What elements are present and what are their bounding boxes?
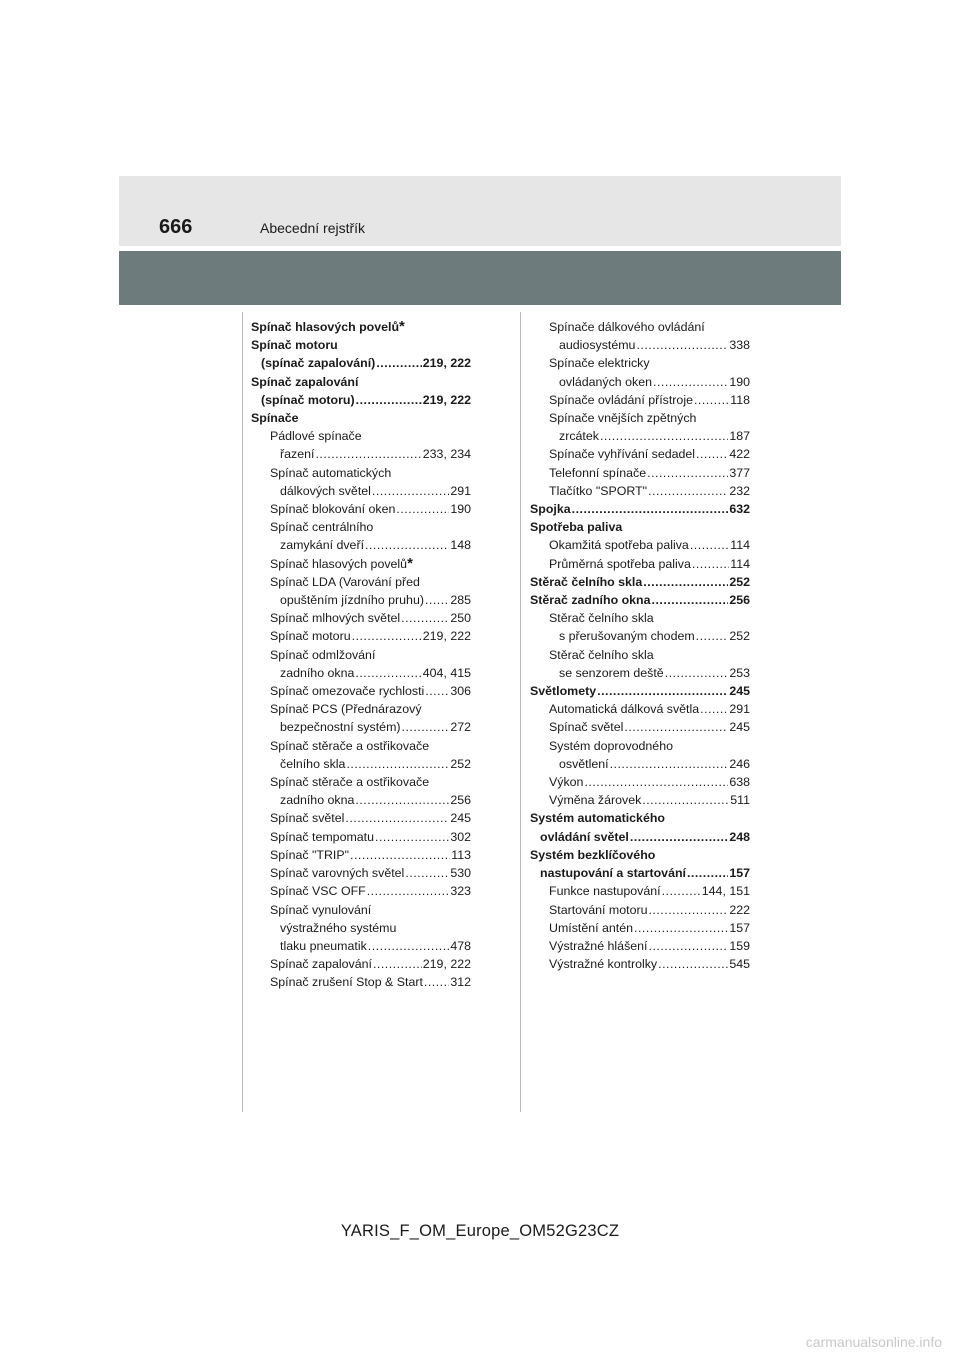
index-entry-text: Spínač motoru bbox=[270, 629, 351, 644]
index-entry bbox=[251, 391, 471, 409]
dot-leader bbox=[346, 755, 449, 773]
index-entry bbox=[530, 391, 750, 409]
index-entry: Spínač hlasových povelů * bbox=[270, 554, 413, 572]
index-entry bbox=[530, 336, 750, 354]
index-entry bbox=[251, 846, 471, 864]
index-entry-text: Okamžitá spotřeba paliva bbox=[549, 538, 689, 553]
index-entry-text: Spotřeba paliva bbox=[530, 520, 623, 535]
index-entry-text: zrcátek bbox=[559, 429, 599, 444]
index-entry bbox=[251, 536, 471, 554]
right-column-rule bbox=[520, 312, 521, 1112]
index-entry bbox=[530, 609, 750, 627]
index-entry-text: Spínač hlasových povelů bbox=[251, 320, 400, 334]
index-entry-text: Automatická dálková světla bbox=[549, 702, 700, 717]
index-entry-text: zadního okna bbox=[280, 793, 355, 808]
index-entry-text: osvětlení bbox=[559, 756, 609, 771]
index-entry-page: 632 bbox=[729, 502, 750, 517]
dot-leader bbox=[352, 627, 422, 645]
index-entry bbox=[530, 464, 750, 482]
index-entry-text: Spínač motoru bbox=[251, 338, 338, 353]
dot-leader bbox=[649, 937, 729, 955]
index-entry-text: Průměrná spotřeba paliva bbox=[549, 556, 691, 571]
index-entry-page: 252 bbox=[450, 756, 471, 771]
index-entry-text: audiosystému bbox=[559, 338, 636, 353]
index-entry-text: výstražného systému bbox=[280, 920, 397, 935]
dot-leader bbox=[694, 391, 729, 409]
index-entry-page: 248 bbox=[729, 829, 750, 844]
dot-leader bbox=[643, 573, 728, 591]
index-entry-text: Umístění antén bbox=[549, 920, 634, 935]
index-entry-page: 157 bbox=[729, 866, 750, 881]
index-entry-page: 159 bbox=[729, 938, 750, 953]
index-entry-text: Spínač PCS (Přednárazový bbox=[270, 702, 422, 717]
index-entry bbox=[530, 846, 750, 864]
index-entry bbox=[530, 791, 750, 809]
index-entry-text: Spínač omezovače rychlosti bbox=[270, 684, 425, 699]
index-entry-page: 157 bbox=[729, 920, 750, 935]
index-entry bbox=[530, 555, 750, 573]
index-entry-text: Spínač mlhových světel bbox=[270, 611, 401, 626]
index-entry-text: Spínače ovládání přístroje bbox=[549, 392, 693, 407]
dot-leader bbox=[647, 464, 728, 482]
index-entry-page: 256 bbox=[729, 593, 750, 608]
dot-leader bbox=[610, 755, 729, 773]
index-entry-page: 250 bbox=[450, 611, 471, 626]
dot-leader bbox=[642, 791, 729, 809]
index-entry-page: 187 bbox=[729, 429, 750, 444]
index-entry bbox=[251, 755, 471, 773]
index-entry-text: čelního skla bbox=[280, 756, 346, 771]
index-entry-page: 252 bbox=[729, 574, 750, 589]
index-entry bbox=[251, 773, 471, 791]
index-entry-page: 272 bbox=[450, 720, 471, 735]
index-entry-page: 291 bbox=[729, 702, 750, 717]
index-entry bbox=[251, 955, 471, 973]
index-entry bbox=[251, 627, 471, 645]
dot-leader bbox=[315, 445, 421, 463]
index-entry-page: 545 bbox=[729, 957, 750, 972]
index-entry-text: Spínač hlasových povelů bbox=[270, 556, 408, 571]
index-entry bbox=[251, 573, 471, 591]
index-entry bbox=[251, 664, 471, 682]
dot-leader bbox=[401, 609, 449, 627]
index-entry-text: Stěrač zadního okna bbox=[530, 593, 651, 608]
dot-leader bbox=[376, 354, 421, 372]
index-entry-text: tlaku pneumatik bbox=[280, 938, 367, 953]
dot-leader bbox=[345, 809, 449, 827]
document-code: YARIS_F_OM_Europe_OM52G23CZ bbox=[340, 1222, 620, 1240]
index-entry bbox=[530, 627, 750, 645]
dot-leader bbox=[572, 500, 729, 518]
index-entry-text: Stěrač čelního skla bbox=[549, 647, 654, 662]
index-entry-text: opuštěním jízdního pruhu) bbox=[280, 593, 424, 608]
index-entry-text: (spínač zapalování) bbox=[261, 356, 376, 371]
index-entry-page: 245 bbox=[729, 684, 750, 699]
index-entry-text: Systém doprovodného bbox=[549, 738, 673, 753]
index-entry-text: ovládaných oken bbox=[559, 374, 652, 389]
index-entry-page: 245 bbox=[729, 720, 750, 735]
index-entry-page: 233, 234 bbox=[422, 447, 471, 462]
index-entry-text: Spínač automatických bbox=[270, 465, 392, 480]
index-entry-page: 253 bbox=[729, 665, 750, 680]
index-entry bbox=[251, 864, 471, 882]
dot-leader bbox=[624, 718, 728, 736]
index-entry bbox=[251, 882, 471, 900]
index-entry bbox=[251, 445, 471, 463]
index-entry-text: Spínač stěrače a ostřikovače bbox=[270, 738, 430, 753]
dot-leader bbox=[648, 482, 728, 500]
header-bar bbox=[119, 251, 841, 305]
dot-leader bbox=[665, 664, 729, 682]
dot-leader bbox=[700, 700, 728, 718]
index-entry-text: Spínač odmlžování bbox=[270, 647, 376, 662]
index-entry-text: s přerušovaným chodem bbox=[559, 629, 695, 644]
index-entry-text: Spínač zapalování bbox=[251, 374, 359, 389]
index-entry bbox=[251, 336, 471, 354]
index-entry-text: dálkových světel bbox=[280, 483, 371, 498]
index-entry bbox=[251, 500, 471, 518]
index-entry bbox=[530, 919, 750, 937]
index-entry bbox=[530, 482, 750, 500]
index-entry-text: Spínač světel bbox=[549, 720, 624, 735]
index-entry-text: Výstražné kontrolky bbox=[549, 957, 658, 972]
index-entry-page: 219, 222 bbox=[422, 392, 471, 407]
index-entry-text: Světlomety bbox=[530, 684, 597, 699]
dot-leader bbox=[696, 445, 728, 463]
index-entry-text: Spínače dálkového ovládání bbox=[549, 320, 705, 334]
dot-leader bbox=[425, 591, 449, 609]
index-entry-page: 530 bbox=[450, 866, 471, 881]
index-entry bbox=[251, 700, 471, 718]
index-entry-page: 219, 222 bbox=[422, 957, 471, 972]
dot-leader bbox=[425, 682, 449, 700]
index-entry-page: 114 bbox=[730, 538, 750, 553]
dot-leader bbox=[355, 664, 421, 682]
index-entry bbox=[251, 791, 471, 809]
header-band bbox=[119, 176, 841, 246]
index-entry-text: Spojka bbox=[530, 502, 571, 517]
index-entry-page: 245 bbox=[450, 811, 471, 826]
index-entry-page: 232 bbox=[729, 483, 750, 498]
index-entry bbox=[530, 901, 750, 919]
index-entry bbox=[530, 354, 750, 372]
dot-leader bbox=[350, 846, 450, 864]
dot-leader bbox=[402, 718, 450, 736]
index-entry-text: Spínač "TRIP" bbox=[270, 847, 350, 862]
watermark: carmanualsonline.info bbox=[805, 1334, 942, 1350]
index-entry-page: 306 bbox=[450, 684, 471, 699]
index-entry bbox=[251, 373, 471, 391]
index-entry bbox=[251, 901, 471, 919]
index-entry-page: 323 bbox=[450, 884, 471, 899]
index-entry bbox=[251, 409, 471, 427]
index-entry bbox=[530, 373, 750, 391]
index-entry-text: Spínač vynulování bbox=[270, 902, 372, 917]
index-entry-page: 219, 222 bbox=[422, 629, 471, 644]
index-entry bbox=[530, 828, 750, 846]
index-entry-text: Spínač VSC OFF bbox=[270, 884, 366, 899]
index-entry-text: Spínač zapalování bbox=[270, 957, 372, 972]
index-entry-text: Spínač tempomatu bbox=[270, 829, 375, 844]
dot-leader bbox=[636, 336, 728, 354]
index-entry bbox=[530, 773, 750, 791]
index-entry-page: 118 bbox=[730, 392, 750, 407]
index-entry-text: Spínače vyhřívání sedadel bbox=[549, 447, 696, 462]
index-entry-text: Funkce nastupování bbox=[549, 884, 661, 899]
index-entry bbox=[530, 737, 750, 755]
index-column-left bbox=[251, 318, 471, 992]
dot-leader bbox=[355, 791, 449, 809]
index-entry-text: Spínač zrušení Stop & Start bbox=[270, 975, 423, 990]
index-entry-text: Spínač varovných světel bbox=[270, 866, 405, 881]
index-entry bbox=[530, 591, 750, 609]
index-entry-text: Stěrač čelního skla bbox=[549, 611, 654, 626]
index-entry-text: Spínač stěrače a ostřikovače bbox=[270, 775, 430, 790]
index-entry-page: 422 bbox=[729, 447, 750, 462]
index-entry bbox=[530, 445, 750, 463]
index-entry bbox=[251, 937, 471, 955]
dot-leader bbox=[373, 955, 422, 973]
index-entry-text: Pádlové spínače bbox=[270, 429, 362, 444]
index-entry bbox=[251, 718, 471, 736]
index-entry-text: Spínače vnějších zpětných bbox=[549, 411, 697, 426]
dot-leader bbox=[690, 536, 729, 554]
index-entry bbox=[251, 737, 471, 755]
index-entry-text: Startování motoru bbox=[549, 902, 648, 917]
index-entry bbox=[530, 809, 750, 827]
dot-leader bbox=[658, 955, 728, 973]
index-entry bbox=[251, 919, 471, 937]
dot-leader bbox=[365, 536, 449, 554]
index-entry bbox=[530, 500, 750, 518]
index-entry bbox=[530, 573, 750, 591]
index-entry-page: 144, 151 bbox=[701, 884, 750, 899]
index-entry-page: 302 bbox=[450, 829, 471, 844]
dot-leader bbox=[652, 591, 729, 609]
index-entry-page: 113 bbox=[451, 847, 471, 862]
index-entry-page: 148 bbox=[450, 538, 471, 553]
index-entry-text: Spínač LDA (Varování před bbox=[270, 574, 420, 589]
index-entry-text: se senzorem deště bbox=[559, 665, 664, 680]
index-entry bbox=[530, 718, 750, 736]
index-entry-text: Tlačítko "SPORT" bbox=[549, 483, 648, 498]
dot-leader bbox=[696, 627, 729, 645]
index-entry-page: 256 bbox=[450, 793, 471, 808]
dot-leader bbox=[648, 901, 728, 919]
index-entry bbox=[251, 828, 471, 846]
index-entry bbox=[530, 937, 750, 955]
index-entry bbox=[530, 955, 750, 973]
index-entry bbox=[251, 809, 471, 827]
index-entry-page: 190 bbox=[729, 374, 750, 389]
index-entry-page: 190 bbox=[450, 502, 471, 517]
index-entry bbox=[251, 973, 471, 991]
index-entry bbox=[251, 646, 471, 664]
index-entry bbox=[251, 482, 471, 500]
index-entry bbox=[530, 882, 750, 900]
index-entry-text: (spínač motoru) bbox=[261, 392, 355, 407]
dot-leader bbox=[692, 555, 729, 573]
index-entry-page: 478 bbox=[450, 938, 471, 953]
index-entry bbox=[530, 427, 750, 445]
index-entry-text: Spínače elektricky bbox=[549, 356, 650, 371]
index-entry-page: 285 bbox=[450, 593, 471, 608]
index-entry bbox=[251, 464, 471, 482]
index-entry-page: 638 bbox=[729, 775, 750, 790]
index-entry-page: 222 bbox=[729, 902, 750, 917]
dot-leader bbox=[356, 391, 422, 409]
index-entry bbox=[530, 518, 750, 536]
index-entry bbox=[530, 318, 750, 336]
index-entry-text: řazení bbox=[280, 447, 315, 462]
dot-leader bbox=[405, 864, 449, 882]
dot-leader bbox=[367, 882, 450, 900]
dot-leader bbox=[396, 500, 449, 518]
index-entry bbox=[251, 354, 471, 372]
dot-leader bbox=[634, 919, 728, 937]
index-entry: Spínač hlasových povelů * bbox=[251, 318, 405, 335]
index-entry-text: bezpečnostní systém) bbox=[280, 720, 401, 735]
index-entry-page: 219, 222 bbox=[422, 356, 471, 371]
index-entry bbox=[530, 755, 750, 773]
index-entry-text: Výstražné hlášení bbox=[549, 938, 648, 953]
dot-leader bbox=[372, 482, 449, 500]
index-entry-text: Výměna žárovek bbox=[549, 793, 642, 808]
dot-leader bbox=[584, 773, 728, 791]
index-entry bbox=[251, 518, 471, 536]
index-entry-text: Systém bezklíčového bbox=[530, 847, 656, 862]
index-entry-text: Telefonní spínače bbox=[549, 465, 647, 480]
index-entry-page: 377 bbox=[729, 465, 750, 480]
index-entry-page: 114 bbox=[730, 556, 750, 571]
index-entry-text: zamykání dveří bbox=[280, 538, 365, 553]
dot-leader bbox=[424, 973, 449, 991]
dot-leader bbox=[368, 937, 450, 955]
index-entry bbox=[251, 427, 471, 445]
index-entry-text: Stěrač čelního skla bbox=[530, 574, 643, 589]
index-entry-text: Spínače bbox=[251, 411, 299, 426]
index-entry-page: 246 bbox=[729, 756, 750, 771]
index-entry-page: 291 bbox=[450, 483, 471, 498]
index-entry bbox=[530, 682, 750, 700]
index-entry bbox=[530, 864, 750, 882]
index-entry bbox=[530, 409, 750, 427]
index-entry-text: Spínač blokování oken bbox=[270, 502, 396, 517]
index-entry-text: Výkon bbox=[549, 775, 584, 790]
index-entry bbox=[530, 700, 750, 718]
index-entry-text: Systém automatického bbox=[530, 811, 665, 826]
dot-leader bbox=[630, 828, 728, 846]
section-title: Abecední rejstřík bbox=[260, 220, 366, 236]
index-entry-text: Spínač centrálního bbox=[270, 520, 374, 535]
index-column-right bbox=[530, 318, 750, 973]
index-entry bbox=[251, 591, 471, 609]
index-entry-text: ovládání světel bbox=[540, 829, 629, 844]
index-entry bbox=[251, 682, 471, 700]
dot-leader bbox=[375, 828, 449, 846]
index-entry bbox=[530, 664, 750, 682]
dot-leader bbox=[600, 427, 728, 445]
index-entry bbox=[530, 646, 750, 664]
page-number: 666 bbox=[159, 216, 193, 238]
index-entry bbox=[251, 609, 471, 627]
index-entry-text: nastupování a startování bbox=[540, 866, 686, 881]
index-entry-text: Spínač světel bbox=[270, 811, 345, 826]
index-entry-page: 338 bbox=[729, 338, 750, 353]
index-entry-page: 252 bbox=[729, 629, 750, 644]
dot-leader bbox=[653, 373, 728, 391]
index-entry bbox=[530, 536, 750, 554]
index-entry-page: 404, 415 bbox=[422, 665, 471, 680]
dot-leader bbox=[687, 864, 728, 882]
index-entry-text: zadního okna bbox=[280, 665, 355, 680]
dot-leader bbox=[662, 882, 701, 900]
left-column-rule bbox=[242, 312, 243, 1112]
index-entry-page: 312 bbox=[450, 975, 471, 990]
index-entry-page: 511 bbox=[730, 793, 750, 808]
dot-leader bbox=[597, 682, 728, 700]
